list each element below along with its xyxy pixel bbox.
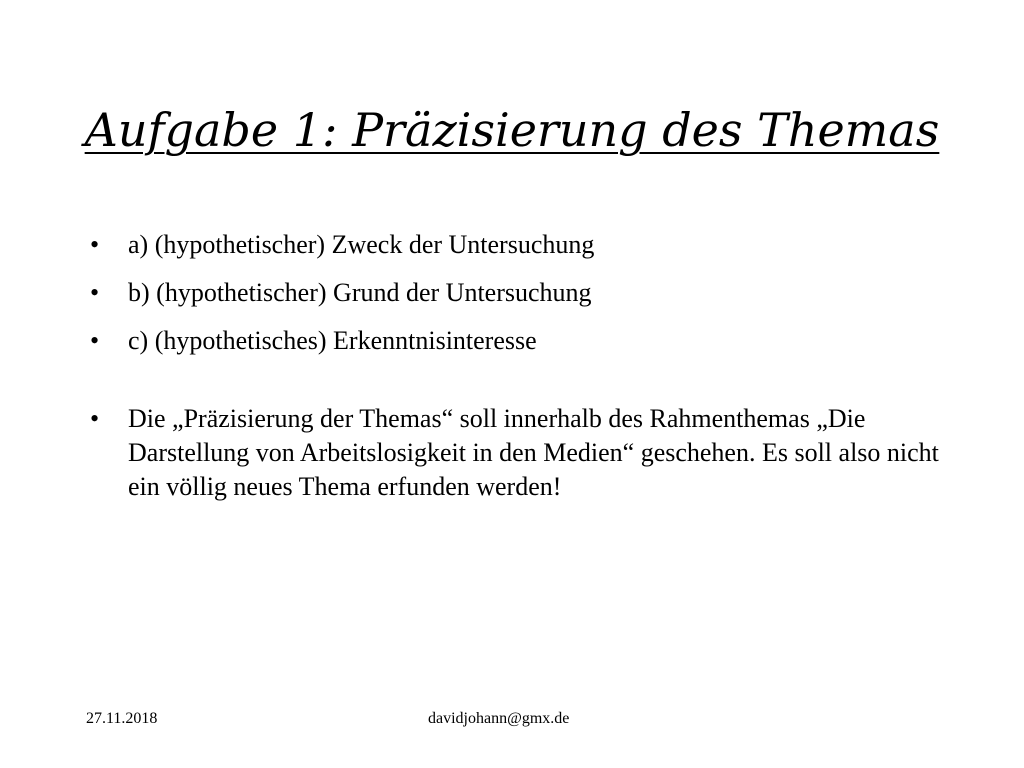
bullet-text: a) (hypothetischer) Zweck der Untersuchung (128, 230, 595, 259)
bullet-list (90, 228, 950, 518)
bullet-text: b) (hypothetischer) Grund der Untersuchung (128, 278, 592, 307)
footer-email: davidjohann@gmx.de (428, 710, 570, 727)
bullet-icon: • (90, 404, 100, 433)
bullet-item-a (90, 228, 950, 262)
bullet-item-c (90, 324, 950, 358)
bullet-icon: • (90, 230, 100, 259)
bullet-text: c) (hypothetisches) Erkenntnisinteresse (128, 326, 537, 355)
bullet-text: Die „Präzisierung der Themas“ soll innerhalb des Rahmenthemas „Die Darstellung von Arbeitslosigkeit in den Medien“ geschehen. Es soll also nicht ein völlig neues Thema erfunden werden! (128, 404, 939, 501)
bullet-item-note (90, 402, 950, 504)
slide-title: Aufgabe 1: Präzisierung des Themas (84, 103, 940, 157)
bullet-icon: • (90, 326, 100, 355)
footer-date: 27.11.2018 (86, 710, 158, 727)
bullet-icon: • (90, 278, 100, 307)
bullet-item-b (90, 276, 950, 310)
